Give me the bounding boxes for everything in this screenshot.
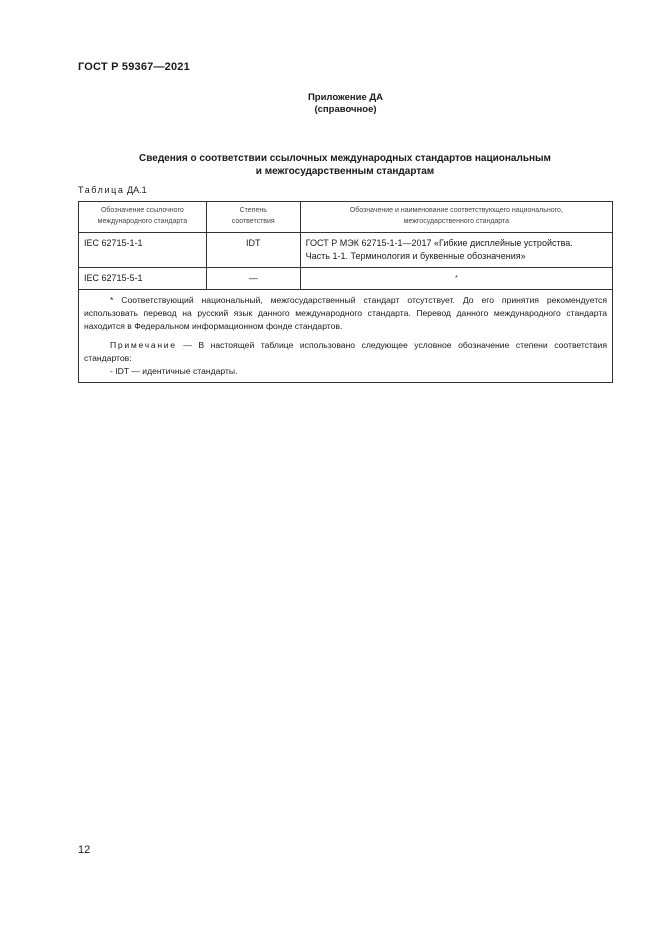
table-row: [79, 268, 613, 290]
page-number: 12: [78, 844, 91, 856]
footnote: * Соответствующий национальный, межгосударственный стандарт отсутствует. До его принятия рекомендуется использовать перевод на русский язык данного международного стандарта. Перевод данного международного стандарта находится в Федеральном информационном фонде стандартов.: [84, 295, 607, 331]
cell-ref-standard: IEC 62715-1-1: [79, 233, 207, 268]
annex-title: Приложение ДА: [307, 92, 384, 103]
header-national-line2: межгосударственного стандарта: [403, 218, 510, 225]
table-footer-row: [79, 290, 613, 383]
cell-national-standard: [300, 233, 612, 268]
cell-ref-standard: IEC 62715-5-1: [79, 268, 207, 290]
table-caption: [78, 185, 147, 195]
header-ref-line2: международного стандарта: [97, 218, 188, 225]
note-item: - IDT — идентичные стандарты.: [110, 366, 238, 376]
header-national-standard: [300, 202, 612, 233]
cell-degree: IDT: [206, 233, 300, 268]
section-heading-line1: Сведения о соответствии ссылочных международных стандартов национальным: [139, 153, 551, 164]
header-degree-line1: Степень: [239, 207, 267, 214]
cell-degree: —: [206, 268, 300, 290]
table-note: [84, 339, 607, 365]
table-caption-label: Таблица: [78, 185, 125, 195]
table-footnotes: [79, 290, 613, 383]
table-header-row: [79, 202, 613, 233]
note-label: Примечание: [110, 340, 177, 350]
document-id: ГОСТ Р 59367—2021: [78, 61, 190, 73]
header-national-line1: Обозначение и наименование соответствующего национального,: [349, 207, 563, 214]
section-heading: [78, 153, 612, 178]
note-text: — В настоящей таблице использовано следующее условное обозначение степени соответствия стандартов:: [84, 340, 607, 363]
annex-title-block: [0, 92, 661, 116]
table-caption-number: ДА.1: [127, 185, 147, 195]
header-ref-standard: [79, 202, 207, 233]
header-ref-line1: Обозначение ссылочного: [100, 207, 184, 214]
header-degree-line2: соответствия: [231, 218, 275, 225]
annex-type: (справочное): [314, 104, 377, 115]
table-row: [79, 233, 613, 268]
reference-standards-table: [78, 201, 613, 383]
cell-national-line2: Часть 1-1. Терминология и буквенные обозначения»: [305, 251, 526, 261]
cell-national-standard: *: [300, 268, 612, 290]
header-degree: [206, 202, 300, 233]
section-heading-line2: и межгосударственным стандартам: [255, 165, 435, 177]
cell-national-line1: ГОСТ Р МЭК 62715-1-1—2017 «Гибкие дисплейные устройства.: [305, 238, 573, 248]
